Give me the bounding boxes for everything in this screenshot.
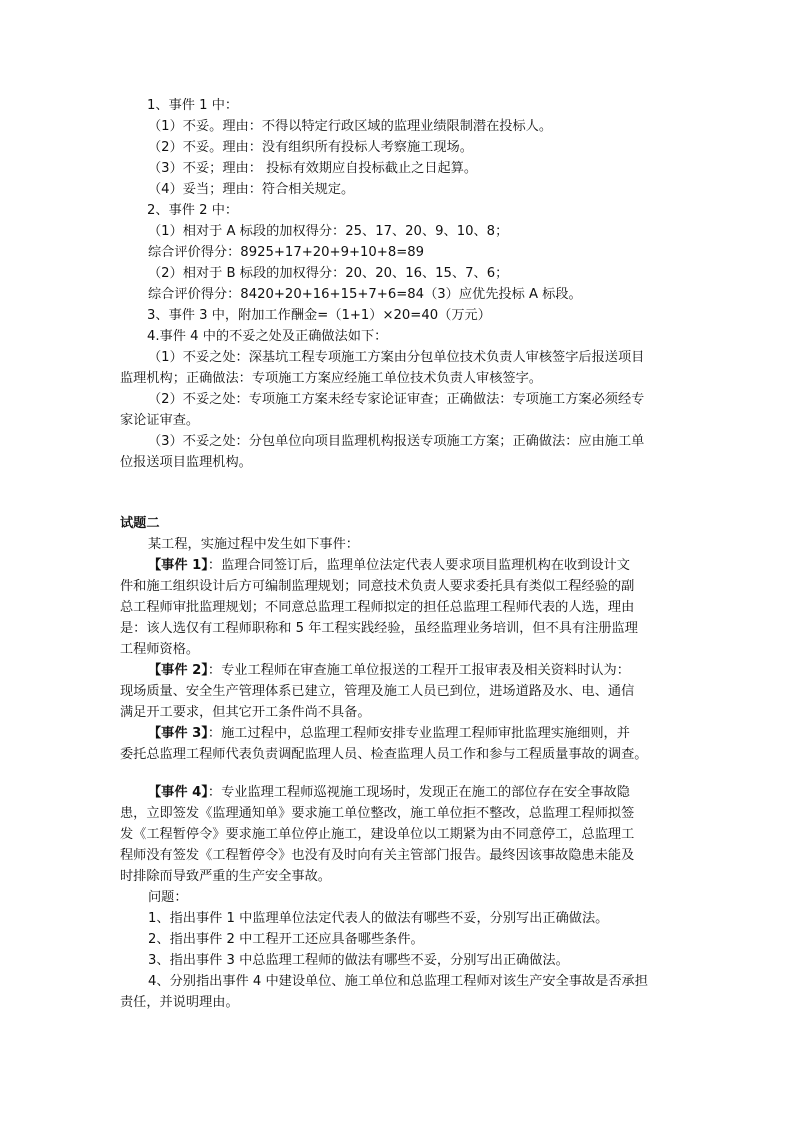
event-2-line: 满足开工要求，但其它开工条件尚不具备。 — [120, 705, 371, 720]
section-intro: 某工程，实施过程中发生如下事件： — [148, 537, 359, 552]
event-3-line: 委托总监理工程师代表负责调配监理人员、检查监理人员工作和参与工程质量事故的调查。 — [120, 747, 648, 762]
answer-line: 1、事件 1 中： — [147, 98, 239, 113]
event-4-line: 程师没有签发《工程暂停令》也没有及时向有关主管部门报告。最终因该事故隐患未能及 — [120, 848, 635, 863]
answer-line: （3）不妥之处：分包单位向项目监理机构报送专项施工方案；正确做法：应由施工单 — [148, 434, 645, 449]
answer-line: 4.事件 4 中的不妥之处及正确做法如下： — [147, 329, 388, 344]
answer-line: 3、事件 3 中，附加工作酬金=（1+1）×20=40（万元） — [147, 308, 491, 323]
answer-line: （4）妥当；理由：符合相关规定。 — [148, 182, 355, 197]
question-item: 2、指出事件 2 中工程开工还应具备哪些条件。 — [148, 932, 424, 947]
answer-line: （1）不妥之处：深基坑工程专项施工方案由分包单位技术负责人审核签字后报送项目 — [148, 350, 645, 365]
section-title: 试题二 — [120, 516, 160, 531]
event-4-label: 【事件 4】 — [148, 785, 208, 800]
event-2-label: 【事件 2】 — [148, 663, 208, 678]
answer-line: 综合评价得分：8925+17+20+9+10+8=89 — [148, 245, 425, 260]
event-1-line: 是：该人选仅有工程师职称和 5 年工程实践经验，虽经监理业务培训，但不具有注册监理 — [120, 621, 638, 636]
event-3-line: 【事件 3】：施工过程中，总监理工程师安排专业监理工程师审批监理实施细则，并 — [148, 726, 630, 741]
answer-line: （1）相对于 A 标段的加权得分：25、17、20、9、10、8； — [148, 224, 509, 239]
answer-line: 监理机构；正确做法：专项施工方案应经施工单位技术负责人审核签字。 — [120, 371, 542, 386]
questions-label: 问题： — [148, 890, 188, 905]
event-2-line: 现场质量、安全生产管理体系已建立，管理及施工人员已到位，进场道路及水、电、通信 — [120, 684, 635, 699]
answer-line: 位报送项目监理机构。 — [120, 455, 252, 470]
question-item: 3、指出事件 3 中总监理工程师的做法有哪些不妥，分别写出正确做法。 — [148, 953, 569, 968]
event-4-line: 患，立即签发《监理通知单》要求施工单位整改，施工单位拒不整改，总监理工程师拟签 — [120, 806, 635, 821]
event-1-label: 【事件 1】 — [148, 558, 208, 573]
event-1-line: 工程师资格。 — [120, 642, 200, 657]
question-item: 责任，并说明理由。 — [120, 995, 239, 1010]
answer-line: （2）相对于 B 标段的加权得分：20、20、16、15、7、6； — [148, 266, 509, 281]
answer-line: 综合评价得分：8420+20+16+15+7+6=84（3）应优先投标 A 标段。 — [148, 287, 582, 302]
event-1-line: 【事件 1】：监理合同签订后，监理单位法定代表人要求项目监理机构在收到设计文 — [148, 558, 630, 573]
event-4-line: 【事件 4】：专业监理工程师巡视施工现场时，发现正在施工的部位存在安全事故隐 — [148, 785, 630, 800]
answer-line: 家论证审查。 — [120, 413, 200, 428]
event-4-line: 时排除而导致严重的生产安全事故。 — [120, 869, 331, 884]
question-item: 1、指出事件 1 中监理单位法定代表人的做法有哪些不妥，分别写出正确做法。 — [148, 911, 609, 926]
event-1-line: 件和施工组织设计后方可编制监理规划；同意技术负责人要求委托具有类似工程经验的副 — [120, 579, 635, 594]
event-4-line: 发《工程暂停令》要求施工单位停止施工，建设单位以工期紧为由不同意停工，总监理工 — [120, 827, 635, 842]
event-1-line: 总工程师审批监理规划；不同意总监理工程师拟定的担任总监理工程师代表的人选，理由 — [120, 600, 635, 615]
event-2-line: 【事件 2】：专业工程师在审查施工单位报送的工程开工报审表及相关资料时认为： — [148, 663, 630, 678]
answer-line: （3）不妥；理由： 投标有效期应自投标截止之日起算。 — [148, 161, 478, 176]
event-3-label: 【事件 3】 — [148, 726, 208, 741]
answer-line: 2、事件 2 中： — [147, 203, 239, 218]
answer-line: （2）不妥之处：专项施工方案未经专家论证审查；正确做法：专项施工方案必须经专 — [148, 392, 645, 407]
question-item: 4、分别指出事件 4 中建设单位、施工单位和总监理工程师对该生产安全事故是否承担 — [148, 974, 648, 989]
answer-line: （2）不妥。理由：没有组织所有投标人考察施工现场。 — [148, 140, 473, 155]
answer-line: （1）不妥。理由：不得以特定行政区域的监理业绩限制潜在投标人。 — [148, 119, 553, 134]
